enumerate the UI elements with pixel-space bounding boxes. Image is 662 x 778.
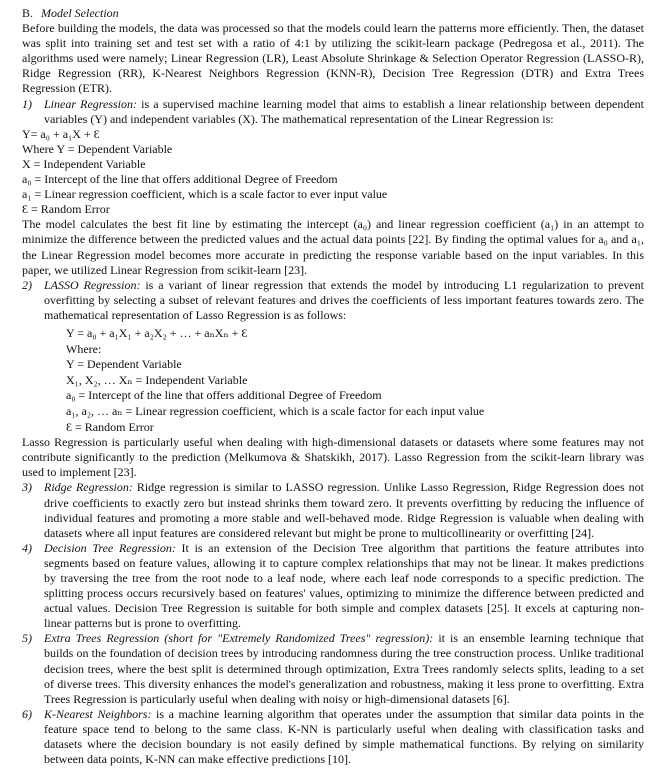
list-item-lasso-regression — [22, 278, 644, 323]
where-line: a₁, a₂, … aₙ = Linear regression coefficient, which is a scale factor for each input value — [66, 403, 485, 418]
where-line: a₀ = Intercept of the line that offers additional Degree of Freedom — [66, 388, 382, 403]
where-line: a₀ = Intercept of the line that offers additional Degree of Freedom — [22, 172, 338, 187]
list-item-linear-regression — [22, 97, 644, 127]
where-line: Ɛ = Random Error — [66, 419, 154, 434]
item-title: LASSO Regression: — [44, 277, 141, 292]
item-number: 6) — [22, 706, 32, 721]
where-line: Y = Dependent Variable — [66, 357, 182, 372]
section-title: Model Selection — [41, 6, 119, 20]
item-title: Extra Trees Regression (short for "Extremely Randomized Trees" regression): — [44, 631, 434, 646]
item-title: Linear Regression: — [44, 96, 138, 111]
section-intro: Before building the models, the data was processed so that the models could learn the patterns more efficiently. Then, the dataset was split into training set and test set with a ratio of 4:1 by utilizing the scikit-learn package (Pedregosa et al., 2011). The algorithms used were namely; Linear Regression (LR), Least Absolute Shrinkage & Selection Operator Regression (LASSO-R), Ridge Regression (RR), K-Nearest Neighbors Regression (KNN-R), Decision Tree Regression (DTR) and Extra Trees Regression (ETR). — [22, 21, 644, 96]
item-number: 4) — [22, 540, 32, 555]
item-text: is a supervised machine learning model that aims to establish a linear relationship between dependent variables (Y) and independent variables (X). The mathematical representation of the Linear Regression is: — [44, 96, 645, 126]
lasso-equation-block — [22, 326, 644, 435]
item-number: 5) — [22, 631, 32, 646]
paragraph: Lasso Regression is particularly useful when dealing with high-dimensional datasets or datasets where some features may not contribute significantly to the prediction (Melkumova & Shatskikh, 2017). Lasso Regression from the scikit-learn library was used to implement [23]. — [22, 435, 644, 480]
item-text: it is an ensemble learning technique that builds on the foundation of decision trees by introducing randomness during the tree construction process. Unlike traditional decision trees, where the best split is determined through optimization, Extra Trees randomly selects splits, leading to a set of diverse trees. This diversity enhances the model's generalization and robustness, making it less prone to overfitting. Extra Trees Regression is particularly useful when dealing with noisy or high-dimensional datasets [6]. — [44, 631, 644, 706]
list-item-extra-trees-regression — [22, 631, 644, 706]
list-item-ridge-regression — [22, 480, 644, 540]
where-line: Ɛ = Random Error — [22, 202, 110, 217]
list-item-k-nearest-neighbors — [22, 707, 644, 767]
paragraph: The model calculates the best fit line by estimating the intercept (a₀) and linear regression coefficient (a₁) in an attempt to minimize the difference between the predicted values and the actual data points [22]. By finding the optimal values for a₀ and a₁, the Linear Regression model becomes more accurate in predicting the response variable based on the input variables. In this paper, we utilized Linear Regression from scikit-learn [23]. — [22, 217, 644, 277]
where-line: a₁ = Linear regression coefficient, which is a scale factor to ever input value — [22, 187, 388, 202]
item-title: Ridge Regression: — [44, 480, 133, 495]
item-number: 1) — [22, 96, 32, 111]
item-title: K-Nearest Neighbors: — [44, 706, 152, 721]
list-item-decision-tree-regression — [22, 541, 644, 632]
where-line: X = Independent Variable — [22, 156, 146, 171]
item-number: 2) — [22, 277, 32, 292]
section-number: B. — [22, 6, 34, 20]
item-text: It is an extension of the Decision Tree algorithm that partitions the feature attributes into segments based on feature values, allowing it to capture complex relationships that may not be linear. It makes predictions by traversing the tree from the root node to a leaf node, where each leaf node corresponds to a specific prediction. The splitting process occurs recursively based on features' values, optimizing to minimize the difference between predicted and actual values. Decision Tree Regression is suitable for both simple and complex datasets [25]. It excels at capturing non-linear patterns but is prone to overfitting. — [44, 540, 645, 631]
section-heading — [22, 6, 644, 21]
where-line: Where: — [66, 341, 102, 356]
item-text: Ridge regression is similar to LASSO regression. Unlike Lasso Regression, Ridge Regression does not drive coefficients to exactly zero but instead shrinks them toward zero. It prevents overfitting by reducing the influence of individual features and promoting a more stable and well-behaved mode. Ridge Regression is valuable when dealing with datasets where all input features are considered relevant but might be prone to multicollinearity or overfitting [24]. — [44, 480, 644, 540]
item-title: Decision Tree Regression: — [44, 540, 176, 555]
equation: Y = a₀ + a₁X₁ + a₂X₂ + … + aₙXₙ + Ɛ — [66, 325, 248, 340]
where-line: X₁, X₂, … Xₙ = Independent Variable — [66, 372, 248, 387]
item-text: is a machine learning algorithm that operates under the assumption that similar data points in the feature space tend to belong to the same class. K-NN is particularly useful when dealing with classification tasks and datasets where the decision boundary is not easily defined by simple mathematical functions. By relying on similarity between data points, K-NN can make effective predictions [10]. — [44, 706, 644, 767]
item-text: is a variant of linear regression that extends the model by introducing L1 regularization to prevent overfitting by selecting a subset of relevant features and drives the coefficients of less important features towards zero. The mathematical representation of Lasso Regression is as follows: — [44, 277, 645, 322]
where-line: Where Y = Dependent Variable — [22, 141, 173, 156]
item-number: 3) — [22, 480, 32, 495]
equation: Y= a₀ + a₁X + Ɛ — [22, 126, 100, 141]
